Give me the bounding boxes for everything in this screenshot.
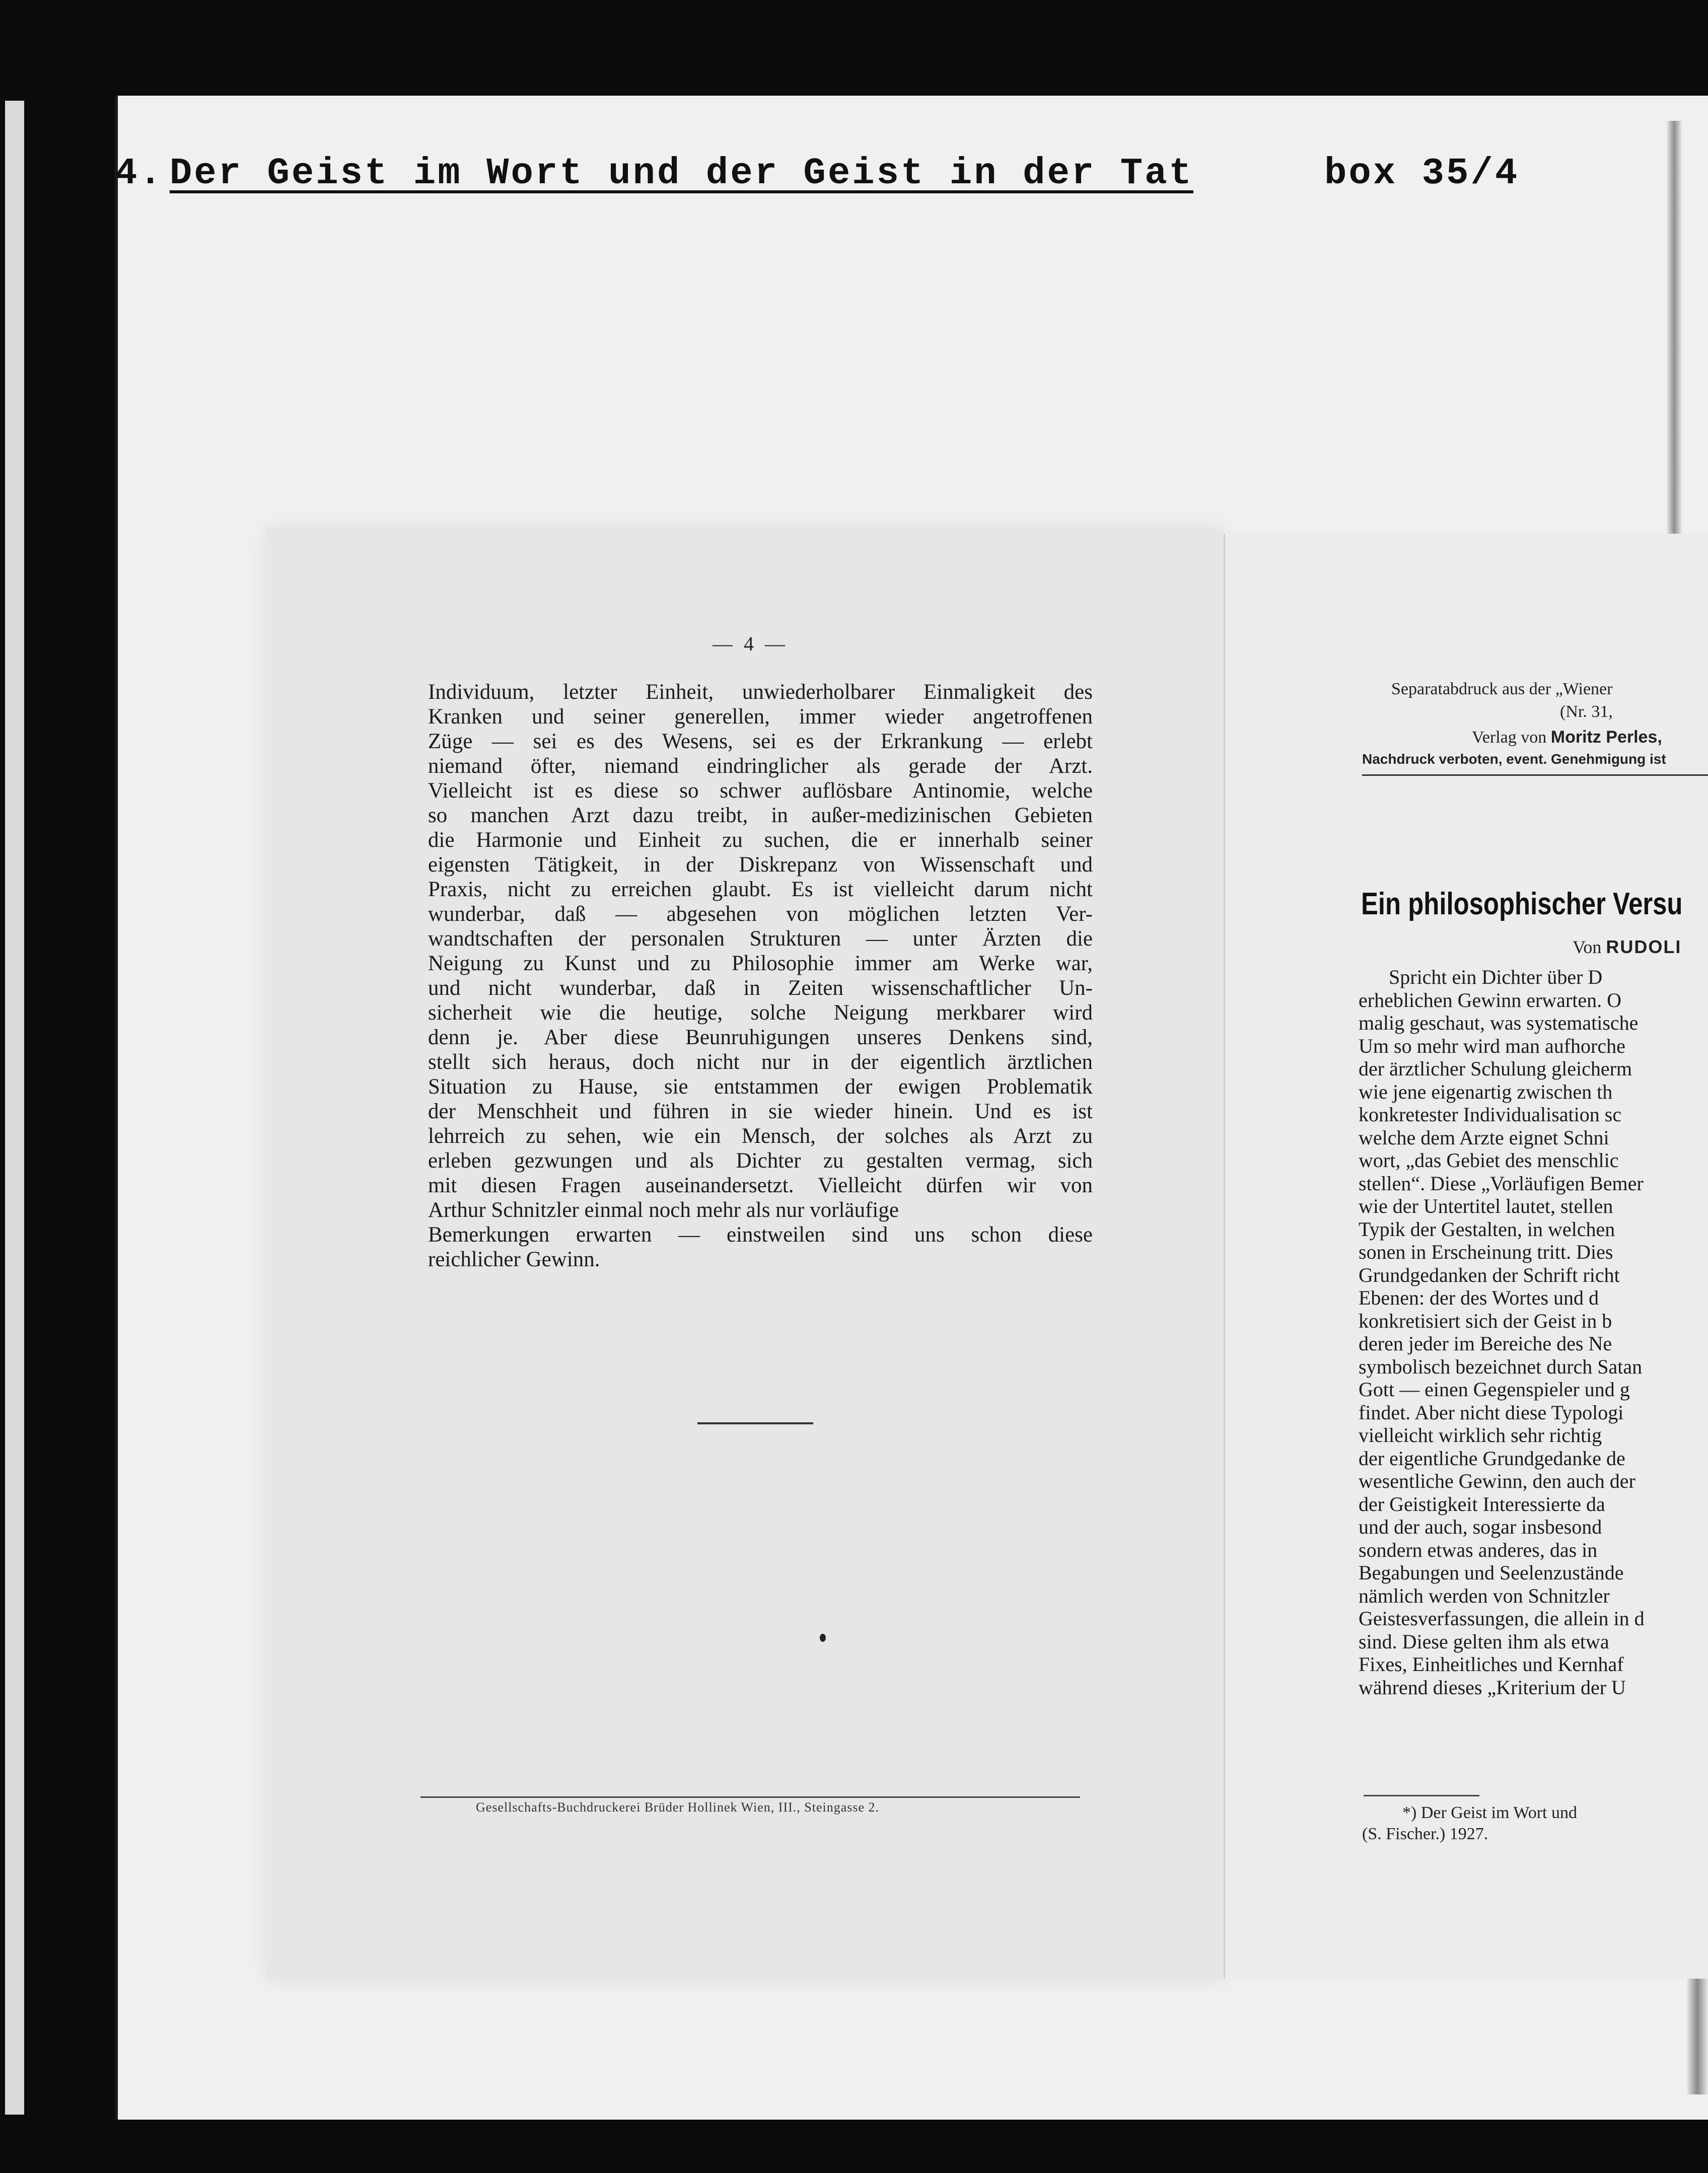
article-text-line: sind. Diese gelten ihm als etwa [1359,1630,1609,1653]
body-text-line: Arthur Schnitzler einmal noch mehr als nur vorläufige [428,1198,899,1222]
article-text-line: wesentliche Gewinn, den auch der [1359,1470,1635,1492]
body-text-line: niemand öfter, niemand eindringlicher als gerade der Arzt. [428,754,1093,778]
publisher-prefix: Verlag von [1472,728,1547,747]
article-text-line: der ärztlicher Schulung gleicherm [1359,1057,1632,1080]
body-text-line: Vielleicht ist es diese so schwer auflösbare Antinomie, welche [428,779,1093,803]
article-title: Ein philosophischer Versu [1361,887,1683,921]
folder-title: Der Geist im Wort und der Geist in der Tat [169,153,1193,195]
body-text-line: und nicht wunderbar, daß in Zeiten wissenschaftlicher Un- [428,976,1093,1000]
footnote-rule [1364,1795,1479,1796]
article-text-line: wort, „das Gebiet des menschlic [1359,1149,1619,1172]
reprint-notice: Nachdruck verboten, event. Genehmigung ist [1362,751,1666,767]
body-text-line: erleben gezwungen und als Dichter zu gestalten vermag, sich [428,1149,1093,1173]
article-footnote [1362,1802,1708,1845]
article-text-line: vielleicht wirklich sehr richtig [1359,1424,1602,1446]
body-text-line: lehrreich zu sehen, wie ein Mensch, der solches als Arzt zu [428,1124,1093,1148]
body-text-line: stellt sich heraus, doch nicht nur in der eigentlich ärztlichen [428,1050,1093,1074]
article-byline [1573,936,1681,958]
body-text-line: die Harmonie und Einheit zu suchen, die er innerhalb seiner [428,828,1093,852]
article-text-line: deren jeder im Bereiche des Ne [1359,1332,1612,1355]
page-number: — 4 — [713,632,788,655]
article-text-line: sondern etwas anderes, das in [1359,1538,1598,1561]
body-text-line: Praxis, nicht zu erreichen glaubt. Es ist vielleicht darum nicht [428,878,1093,901]
publisher-name: Moritz Perles, [1550,728,1662,747]
body-text-line: mit diesen Fragen auseinandersetzt. Vielleicht dürfen wir von [428,1174,1093,1197]
byline-prefix: Von [1573,937,1602,957]
article-text-line: welche dem Arzte eignet Schni [1359,1126,1609,1149]
article-header-rule [1362,774,1708,776]
article-text-line: konkretester Individualisation sc [1359,1103,1622,1126]
printer-imprint: Gesellschafts-Buchdruckerei Brüder Hollinek Wien, III., Steingasse 2. [476,1800,880,1815]
separatabdruck-line: Separatabdruck aus der „Wiener [1391,680,1613,698]
body-text-line: Neigung zu Kunst und zu Philosophie immer am Werke war, [428,952,1093,975]
article-text-line: Um so mehr wird man aufhorche [1359,1034,1625,1057]
body-text-line: so manchen Arzt dazu treibt, in außer-medizinischen Gebieten [428,804,1093,827]
article-text-line: sonen in Erscheinung tritt. Dies [1359,1241,1613,1263]
article-body-text [1359,966,1708,1699]
body-text-line: Kranken und seiner generellen, immer wieder angetroffenen [428,705,1093,729]
body-text-line: sicherheit wie die heutige, solche Neigung merkbarer wird [428,1001,1093,1025]
body-text-line: eigensten Tätigkeit, in der Diskrepanz von Wissenschaft und [428,853,1093,877]
body-text-line: Individuum, letzter Einheit, unwiederholbarer Einmaligkeit des [428,680,1093,704]
article-text-line: konkretisiert sich der Geist in b [1359,1309,1612,1332]
article-text-line: Fixes, Einheitliches und Kernhaf [1359,1653,1624,1676]
publisher-line [1472,728,1662,747]
page-body-text [428,680,1093,1272]
article-page [1224,534,1708,1979]
sheet-edge-shadow-bottom [1687,1979,1708,2094]
body-text-line: Situation zu Hause, sie entstammen der ewigen Problematik [428,1075,1093,1099]
footnote-line: (S. Fischer.) 1927. [1362,1825,1488,1843]
body-text-line: Züge — sei es des Wesens, sei es der Erkrankung — erlebt [428,730,1093,753]
article-text-line: wie der Untertitel lautet, stellen [1359,1195,1613,1217]
article-text-line: stellen“. Diese „Vorläufigen Bemer [1359,1172,1644,1195]
footer-rule [420,1796,1080,1798]
article-text-line: erheblichen Gewinn erwarten. O [1359,988,1621,1011]
article-text-line: Ebenen: der des Wortes und d [1359,1286,1599,1309]
article-text-line: nämlich werden von Schnitzler [1359,1584,1610,1607]
body-text-line: Bemerkungen erwarten — einstweilen sind uns schon diese [428,1223,1093,1247]
article-text-line: Gott — einen Gegenspieler und g [1359,1378,1630,1401]
sheet-edge-shadow [1667,121,1682,544]
body-text-line: denn je. Aber diese Beunruhigungen unseres Denkens sind, [428,1026,1093,1049]
article-text-line: wie jene eigenartig zwischen th [1359,1080,1613,1103]
page-end-rule [697,1422,813,1424]
footnote-line: *) Der Geist im Wort und [1402,1803,1577,1822]
byline-author: RUDOLI [1606,936,1682,957]
article-text-line: während dieses „Kriterium der U [1359,1676,1626,1699]
article-text-line: Begabungen und Seelenzustände [1359,1561,1624,1584]
folder-header [115,146,1193,201]
article-text-line: Geistesverfassungen, die allein in d [1359,1607,1645,1630]
article-text-line: und der auch, sogar insbesond [1359,1515,1602,1538]
article-text-line: malig geschaut, was systematische [1359,1011,1639,1034]
film-edge-left [0,101,30,2115]
issue-number: (Nr. 31, [1560,702,1613,721]
article-text-line: symbolisch bezeichnet durch Satan [1359,1355,1643,1378]
body-text-line: wunderbar, daß — abgesehen von möglichen letzten Ver- [428,902,1093,926]
body-text-line: reichlicher Gewinn. [428,1248,600,1271]
body-text-line: wandtschaften der personalen Strukturen — unter Ärzten die [428,927,1093,951]
dust-speck [820,1634,826,1642]
article-text-line: Typik der Gestalten, in welchen [1359,1217,1615,1241]
box-label: box 35/4 [1324,153,1520,195]
body-text-line: der Menschheit und führen in sie wieder hinein. Und es ist [428,1100,1093,1123]
article-text-line: der Geistigkeit Interessierte da [1359,1492,1605,1515]
article-text-line: Spricht ein Dichter über D [1389,966,1603,988]
folder-number: 4. [115,153,164,195]
article-text-line: findet. Aber nicht diese Typologi [1359,1401,1624,1424]
article-text-line: Grundgedanken der Schrift richt [1359,1263,1620,1286]
article-text-line: der eigentliche Grundgedanke de [1359,1446,1625,1470]
